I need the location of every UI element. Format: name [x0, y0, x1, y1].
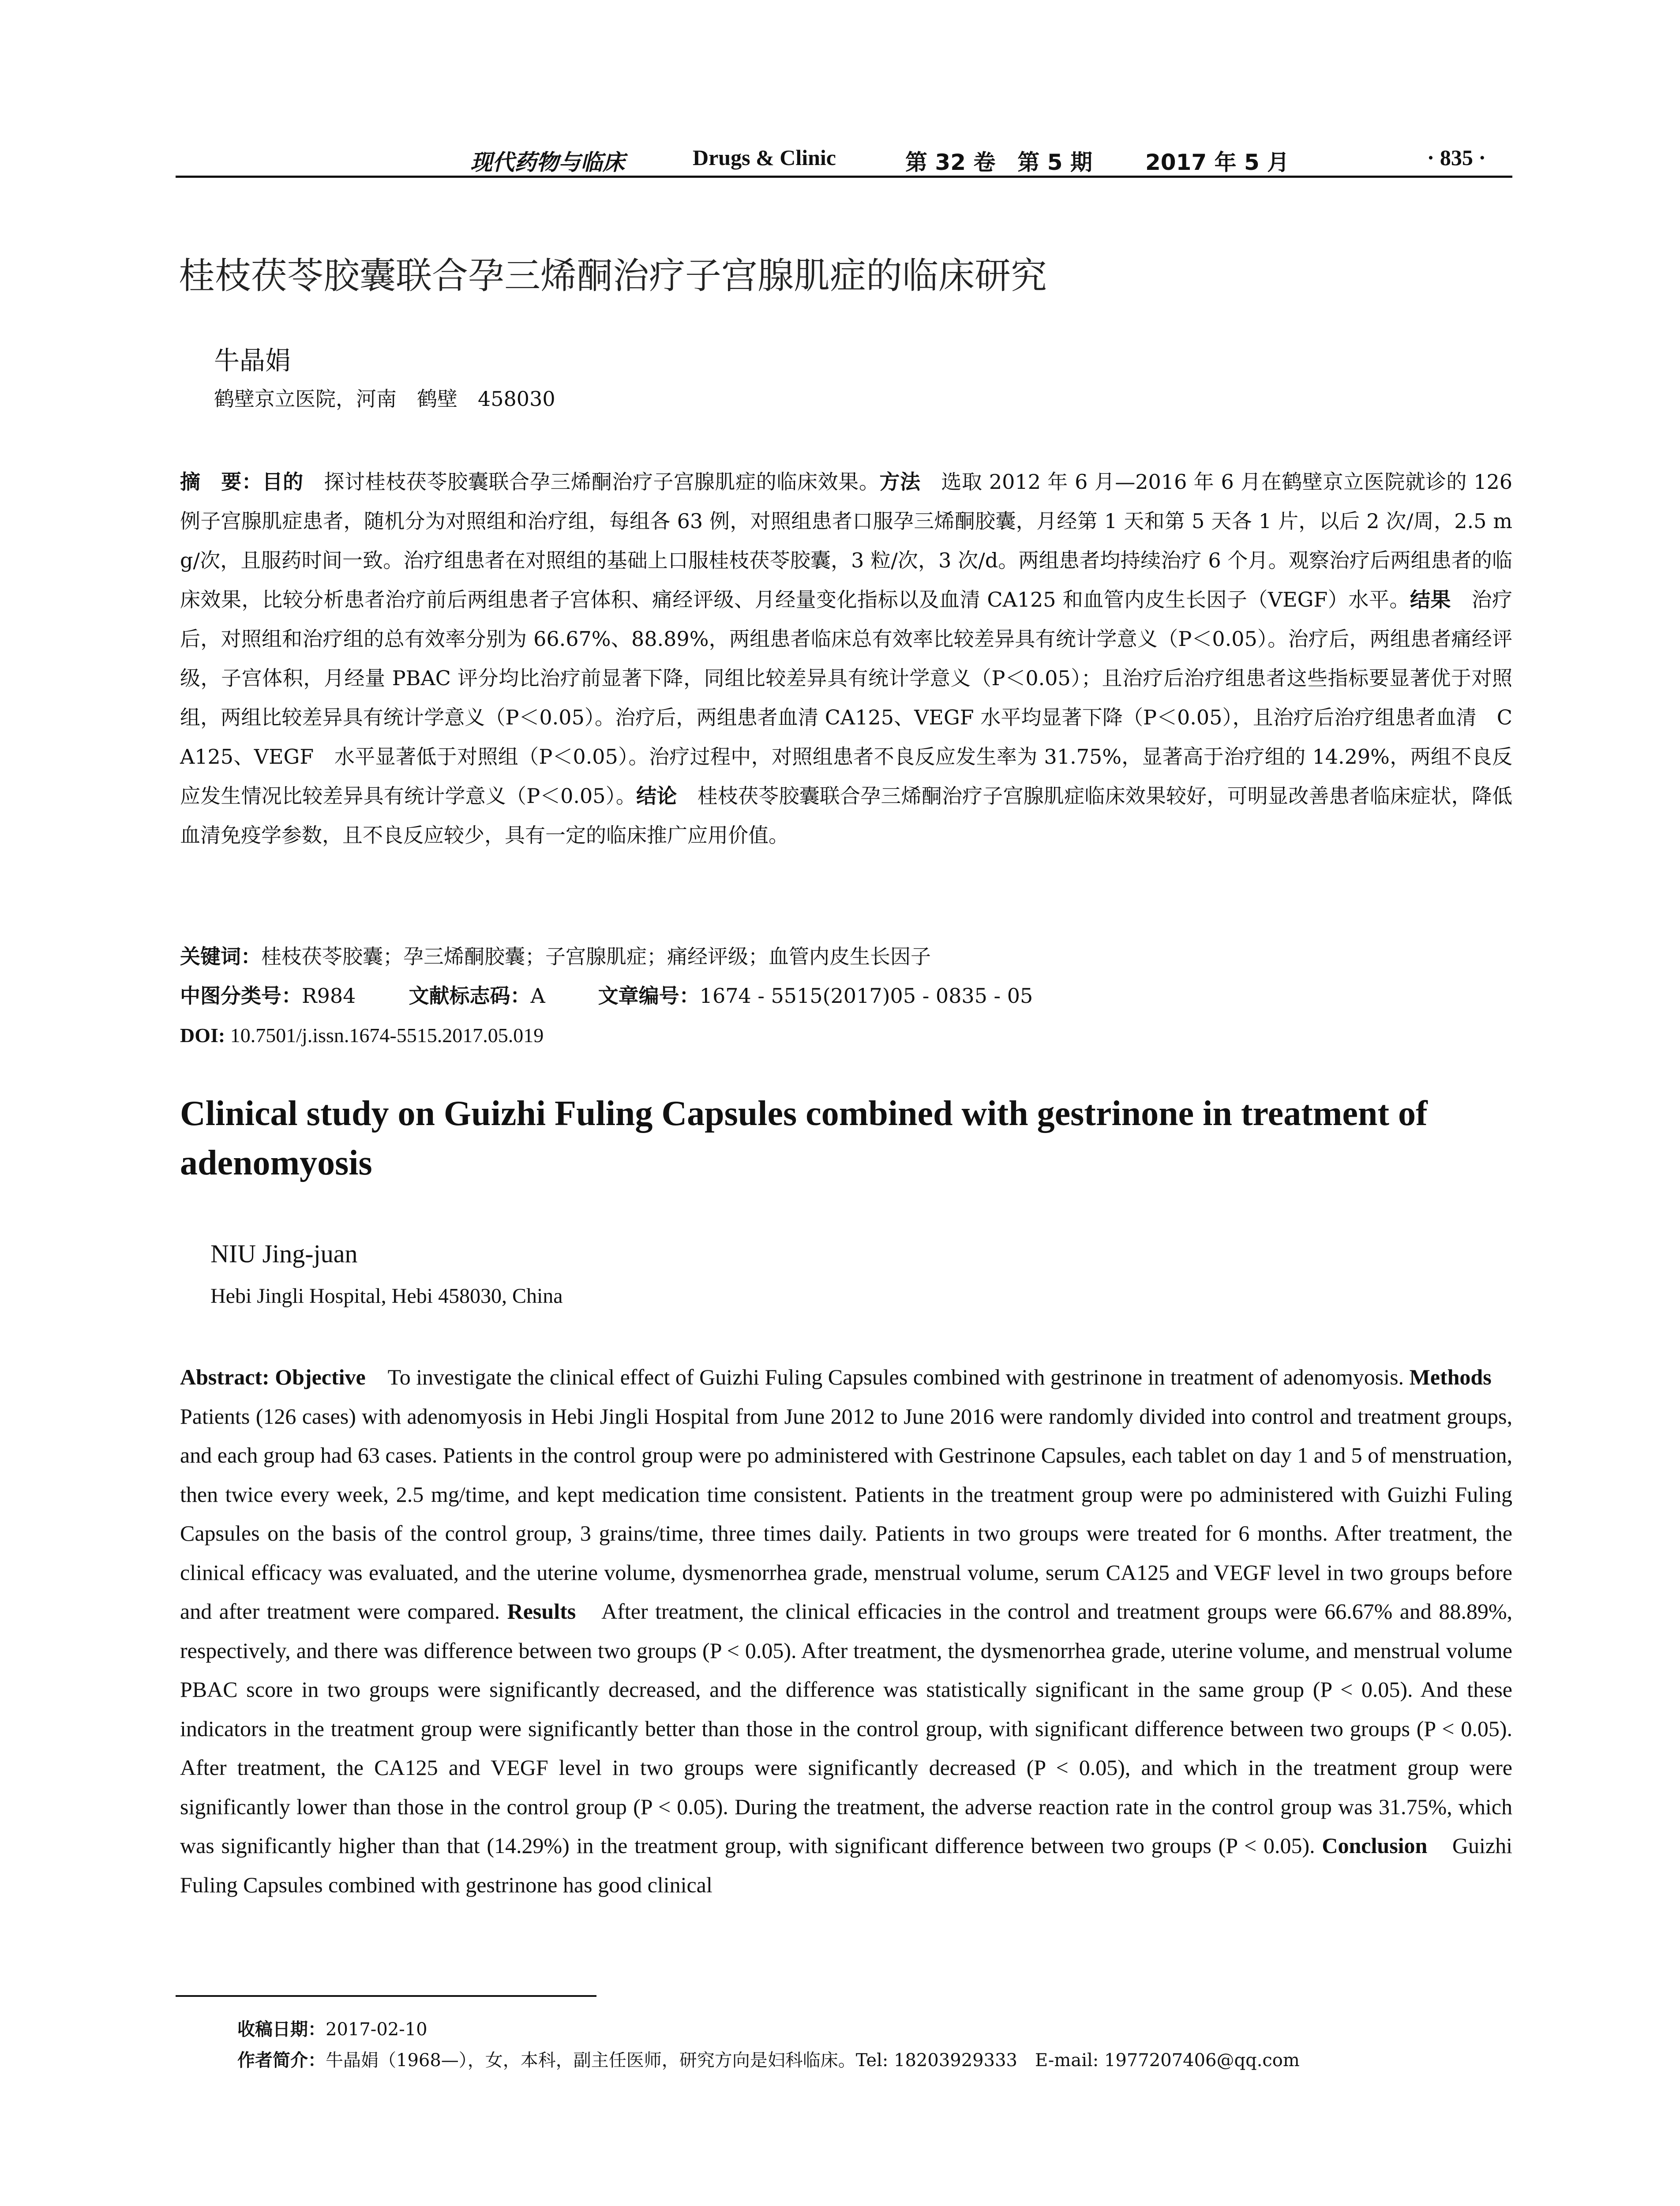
- author-name-en: NIU Jing-juan: [210, 1239, 358, 1268]
- doi-line: [180, 1016, 1512, 1055]
- affiliation-cn: 鹤壁京立医院，河南 鹤壁 458030: [214, 387, 555, 411]
- issue-date: 2017 年 5 月: [1145, 150, 1290, 175]
- conclusion-text-en: Guizhi Fuling Capsules combined with gestrinone has good clinical: [180, 1833, 1512, 1897]
- doc-code-value: A: [530, 984, 545, 1008]
- clc-value: R984: [302, 984, 356, 1008]
- doi-value: 10.7501/j.issn.1674-5515.2017.05.019: [225, 1024, 544, 1047]
- volume-issue: 第 32 卷 第 5 期: [905, 150, 1092, 175]
- methods-text-en: Patients (126 cases) with adenomyosis in Hebi Jingli Hospital from June 2012 to June 2016 were randomly divided into control and treatment groups, and each group had 63 cases. Patients in the control group were po administered with Gestrinone Capsules, each tablet on day 1 and 5 of menstruation, then twice every week, 2.5 mg/time, and kept medication time consistent. Patients in the treatment group were po administered with Guizhi Fuling Capsules on the basis of the control group, 3 grains/time, three times daily. Patients in two groups were treated for 6 months. After treatment, the clinical efficacy was evaluated, and the uterine volume, dysmenorrhea grade, menstrual volume, serum CA125 and VEGF level in two groups before and after treatment were compared.: [180, 1365, 1514, 1624]
- conclusion-label-cn: 结论: [636, 784, 677, 808]
- article-title-cn: 桂枝茯苓胶囊联合孕三烯酮治疗子宫腺肌症的临床研究: [179, 255, 1047, 297]
- results-label-en: Results: [507, 1599, 576, 1624]
- abstract-cn: [180, 462, 1512, 855]
- keywords-line: [180, 937, 1512, 976]
- article-no-label: 文章编号：: [598, 984, 700, 1008]
- abstract-label-en: Abstract:: [180, 1365, 270, 1389]
- affiliation-en: Hebi Jingli Hospital, Hebi 458030, China: [210, 1284, 563, 1308]
- objective-text-en: To investigate the clinical effect of Guizhi Fuling Capsules combined with gestrinone in treatment of adenomyosis.: [365, 1365, 1410, 1389]
- bio-value: 牛晶娟（1968—），女，本科，副主任医师，研究方向是妇科临床。Tel: 18203929333 E-mail: 1977207406@qq.com: [326, 2050, 1300, 2071]
- keywords-label: 关键词：: [180, 945, 261, 968]
- results-label-cn: 结果: [1410, 588, 1451, 612]
- received-value: 2017-02-10: [326, 2019, 428, 2040]
- bio-label: 作者简介：: [237, 2050, 326, 2071]
- results-text-cn: 治疗后，对照组和治疗组的总有效率分别为 66.67%、88.89%，两组患者临床总有效率比较差异具有统计学意义（P＜0.05）。治疗后，两组患者痛经评级，子宫体积，月经量 PBAC 评分均比治疗前显著下降，同组比较差异具有统计学意义（P＜0.05）；且治疗后治疗组患者这些指标要显著优于对照组，两组比较差异具有统计学意义（P＜0.05）。治疗后，两组患者血清 CA125、VEGF 水平均显著下降（P＜0.05），且治疗后治疗组患者血清 CA125、VEGF 水平显著低于对照组（P＜0.05）。治疗过程中，对照组患者不良反应发生率为 31.75%，显著高于治疗组的 14.29%，两组不良反应发生情况比较差异具有统计学意义（P＜0.05）。: [180, 588, 1513, 808]
- article-title-en: Clinical study on Guizhi Fuling Capsules combined with gestrinone in treatment of adenomyosis: [180, 1094, 1428, 1182]
- objective-text-cn: 探讨桂枝茯苓胶囊联合孕三烯酮治疗子宫腺肌症的临床效果。: [303, 470, 880, 494]
- results-text-en: After treatment, the clinical efficacies in the control and treatment groups were 66.67% and 88.89%, respectively, and there was difference between two groups (P < 0.05). After treatment, the dysmenorrhea grade, uterine volume, and menstrual volume PBAC score in two groups were significantly decreased, and the difference was statistically significant in the same group (P < 0.05). And these indicators in the treatment group were significantly better than those in the control group, with significant difference between two groups (P < 0.05). After treatment, the CA125 and VEGF level in two groups were significantly decreased (P < 0.05), and which in the treatment group were significantly lower than those in the control group (P < 0.05). During the treatment, the adverse reaction rate in the control group was 31.75%, which was significantly higher than that (14.29%) in the treatment group, with significant difference between two groups (P < 0.05).: [180, 1599, 1512, 1858]
- article-no-value: 1674 - 5515(2017)05 - 0835 - 05: [699, 984, 1033, 1008]
- page-number: · 835 ·: [1427, 145, 1486, 170]
- methods-label-cn: 方法: [879, 470, 921, 494]
- conclusion-label-en: Conclusion: [1322, 1833, 1428, 1858]
- objective-label-en: Objective: [269, 1365, 366, 1389]
- abstract-label-cn: 摘 要：: [180, 470, 262, 494]
- received-date-note: [237, 2015, 428, 2041]
- methods-text-cn: 选取 2012 年 6 月—2016 年 6 月在鹤壁京立医院就诊的 126 例子宫腺肌症患者，随机分为对照组和治疗组，每组各 63 例，对照组患者口服孕三烯酮胶囊，月经第 1 天和第 5 天各 1 片，以后 2 次/周，2.5 mg/次，且服药时间一致。治疗组患者在对照组的基础上口服桂枝茯苓胶囊，3 粒/次，3 次/d。两组患者均持续治疗 6 个月。观察治疗后两组患者的临床效果，比较分析患者治疗前后两组患者子宫体积、痛经评级、月经量变化指标以及血清 CA125 和血管内皮生长因子（VEGF）水平。: [180, 470, 1513, 612]
- received-label: 收稿日期：: [237, 2019, 326, 2040]
- classification-line: [180, 976, 1512, 1016]
- header-divider: [176, 176, 1512, 178]
- journal-name-cn: 现代药物与临床: [470, 150, 625, 175]
- footnote-divider: [176, 1995, 596, 1997]
- running-header: [176, 140, 1512, 176]
- article-metadata-cn: [180, 937, 1512, 1055]
- doi-label: DOI:: [180, 1024, 225, 1047]
- doc-code-label: 文献标志码：: [409, 984, 531, 1008]
- methods-label-en: Methods: [1409, 1365, 1492, 1389]
- abstract-en: [180, 1358, 1512, 1904]
- objective-label-cn: 目的: [262, 470, 304, 494]
- clc-label: 中图分类号：: [180, 984, 302, 1008]
- conclusion-text-cn: 桂枝茯苓胶囊联合孕三烯酮治疗子宫腺肌症临床效果较好，可明显改善患者临床症状，降低血清免疫学参数，且不良反应较少，具有一定的临床推广应用价值。: [180, 784, 1512, 847]
- keywords-text: 桂枝茯苓胶囊；孕三烯酮胶囊；子宫腺肌症；痛经评级；血管内皮生长因子: [261, 945, 931, 968]
- journal-name-en: Drugs & Clinic: [693, 145, 836, 170]
- author-bio-note: [237, 2046, 1300, 2071]
- author-name-cn: 牛晶娟: [214, 345, 291, 375]
